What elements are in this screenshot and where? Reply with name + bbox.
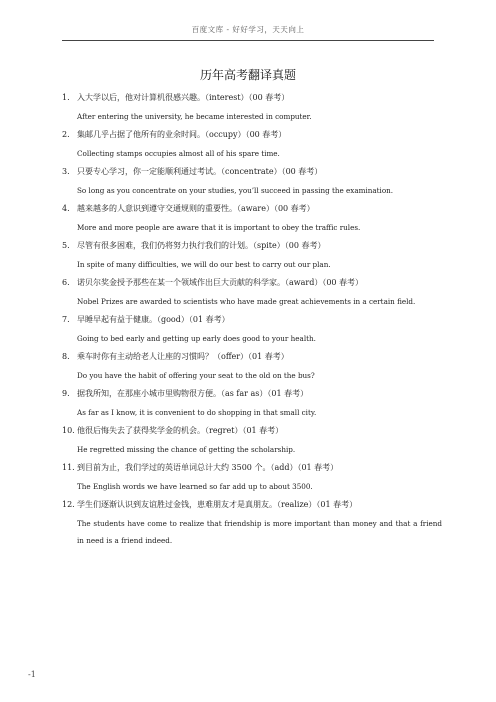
list-item [62,425,442,455]
question-prompt: 尽管有很多困难，我们仍将努力执行我们的计划。（spite）（00 春考） [77,241,326,250]
question-text [62,314,442,325]
answer-text: The students have come to realize that friendship is more important than money and that a friend in need is a friend indeed. [77,519,442,545]
page-number: -1 [28,670,36,679]
document-title: 历年高考翻译真题 [199,68,296,82]
question-prompt: 学生们逐渐认识到友谊胜过金钱，患难朋友才是真朋友。（realize）（01 春考） [77,500,358,509]
item-number: 12. [62,500,75,509]
list-item [62,240,442,270]
question-prompt: 越来越多的人意识到遵守交通规则的重要性。（aware）（00 春考） [77,204,315,213]
answer-text: More and more people are aware that it is important to obey the traffic rules. [77,223,361,232]
question-text [62,129,442,140]
answer-text: As far as I know, it is convenient to do shopping in that small city. [77,408,317,417]
question-text [62,240,442,251]
page-header: 百度文库 - 好好学习，天天向上 [191,25,305,34]
answer-text: Do you have the habit of offering your seat to the old on the bus? [77,371,315,380]
item-number: 10. [62,426,75,435]
answer-text: Collecting stamps occupies almost all of his spare time. [77,149,280,158]
list-item [62,314,442,344]
answer-text: He regretted missing the chance of getting the scholarship. [77,445,296,454]
question-text [62,388,442,399]
item-number: 6. [62,278,70,287]
item-number: 5. [62,241,70,250]
item-number: 3. [62,167,70,176]
question-prompt: 据我所知，在那座小城市里购物很方便。（as far as）（01 春考） [77,389,309,398]
answer-text: Going to bed early and getting up early does good to your health. [77,334,316,343]
item-number: 1. [62,93,70,102]
question-prompt: 早睡早起有益于健康。（good）（01 春考） [77,315,230,324]
item-number: 2. [62,130,70,139]
question-text [62,277,442,288]
item-number: 8. [62,352,70,361]
header-divider [62,40,434,41]
list-item [62,388,442,418]
question-text [62,499,442,510]
answer-text: In spite of many difficulties, we will do our best to carry out our plan. [77,260,331,269]
answer-text: The English words we have learned so far add up to about 3500. [77,482,313,491]
answer-text: So long as you concentrate on your studies, you’ll succeed in passing the examination. [77,186,394,195]
item-number: 4. [62,204,70,213]
list-item [62,499,442,549]
question-text [62,92,442,103]
list-item [62,92,442,122]
question-text [62,203,442,214]
question-prompt: 集邮几乎占据了他所有的业余时间。（occupy）（00 春考） [77,130,287,139]
question-prompt: 只要专心学习，你一定能顺利通过考试。（concentrate）（00 春考） [77,167,323,176]
question-text [62,351,442,362]
question-prompt: 乘车时你有主动给老人让座的习惯吗？（offer）（01 春考） [77,352,289,361]
question-prompt: 到目前为止，我们学过的英语单词总计大约 3500 个。（add）（01 春考） [77,463,339,472]
answer-text: After entering the university, he became interested in computer. [77,112,312,121]
question-text [62,462,442,473]
item-number: 11. [62,463,75,472]
item-number: 7. [62,315,70,324]
question-text [62,166,442,177]
list-item [62,462,442,492]
question-prompt: 诺贝尔奖金授予那些在某一个领域作出巨大贡献的科学家。（award）（00 春考） [77,278,364,287]
question-text [62,425,442,436]
question-prompt: 他很后悔失去了获得奖学金的机会。（regret）（01 春考） [77,426,284,435]
item-number: 9. [62,389,70,398]
list-item [62,277,442,307]
list-item [62,166,442,196]
answer-text: Nobel Prizes are awarded to scientists who have made great achievements in a certain field. [77,297,416,306]
list-item [62,203,442,233]
list-item [62,351,442,381]
list-item [62,129,442,159]
question-prompt: 入大学以后，他对计算机很感兴趣。（interest）（00 春考） [77,93,290,102]
question-list [62,92,442,556]
